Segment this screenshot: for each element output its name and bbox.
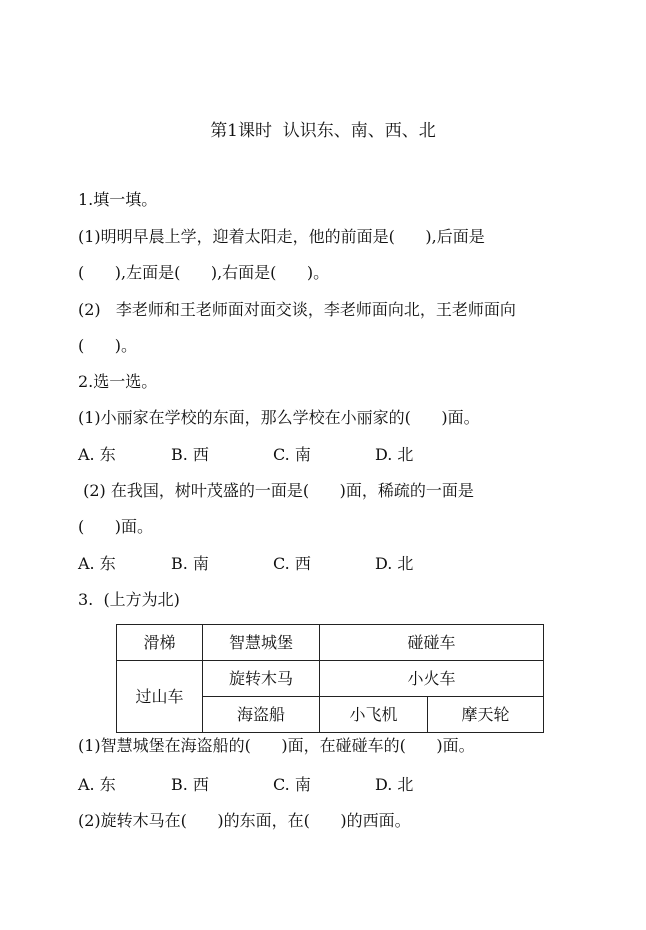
map-cell-small-train: 小火车 (320, 661, 544, 697)
section2-q2-line2: ( )面。 (78, 517, 154, 536)
park-map-table (116, 624, 544, 733)
option-b: B. 西 (171, 775, 209, 794)
section2-q1: (1)小丽家在学校的东面，那么学校在小丽家的( )面。 (78, 408, 480, 427)
section3-q2: (2)旋转木马在( )的东面，在( )的西面。 (78, 811, 411, 830)
section1-q1-line1: (1)明明早晨上学，迎着太阳走，他的前面是( ),后面是 (78, 227, 485, 246)
option-b: B. 西 (171, 445, 209, 464)
option-a: A. 东 (78, 554, 116, 573)
map-cell-slide: 滑梯 (117, 625, 203, 661)
option-c: C. 西 (273, 554, 311, 573)
section3-heading: 3. (上方为北) (78, 590, 180, 609)
option-d: D. 北 (375, 445, 414, 464)
option-c: C. 南 (273, 775, 311, 794)
map-cell-roller-coaster: 过山车 (117, 661, 203, 733)
map-cell-small-plane: 小飞机 (320, 697, 428, 733)
option-b: B. 南 (171, 554, 209, 573)
section3-q1: (1)智慧城堡在海盗船的( )面，在碰碰车的( )面。 (78, 736, 475, 755)
option-c: C. 南 (273, 445, 311, 464)
section1-q1-line2: ( ),左面是( ),右面是( )。 (78, 263, 330, 282)
option-a: A. 东 (78, 445, 116, 464)
section1-q2-line1: (2) 李老师和王老师面对面交谈，李老师面向北，王老师面向 (78, 300, 516, 319)
option-a: A. 东 (78, 775, 116, 794)
section1-q2-line2: ( )。 (78, 336, 138, 355)
page-title: 第1课时 认识东、南、西、北 (210, 121, 436, 141)
section1-heading: 1.填一填。 (78, 190, 158, 209)
option-d: D. 北 (375, 554, 414, 573)
map-cell-bumper-cars: 碰碰车 (320, 625, 544, 661)
section2-heading: 2.选一选。 (78, 372, 158, 391)
map-cell-ferris-wheel: 摩天轮 (428, 697, 544, 733)
option-d: D. 北 (375, 775, 414, 794)
section2-q2-line1: (2) 在我国，树叶茂盛的一面是( )面，稀疏的一面是 (78, 481, 474, 500)
map-cell-castle: 智慧城堡 (203, 625, 320, 661)
map-cell-carousel: 旋转木马 (203, 661, 320, 697)
map-cell-pirate-ship: 海盗船 (203, 697, 320, 733)
